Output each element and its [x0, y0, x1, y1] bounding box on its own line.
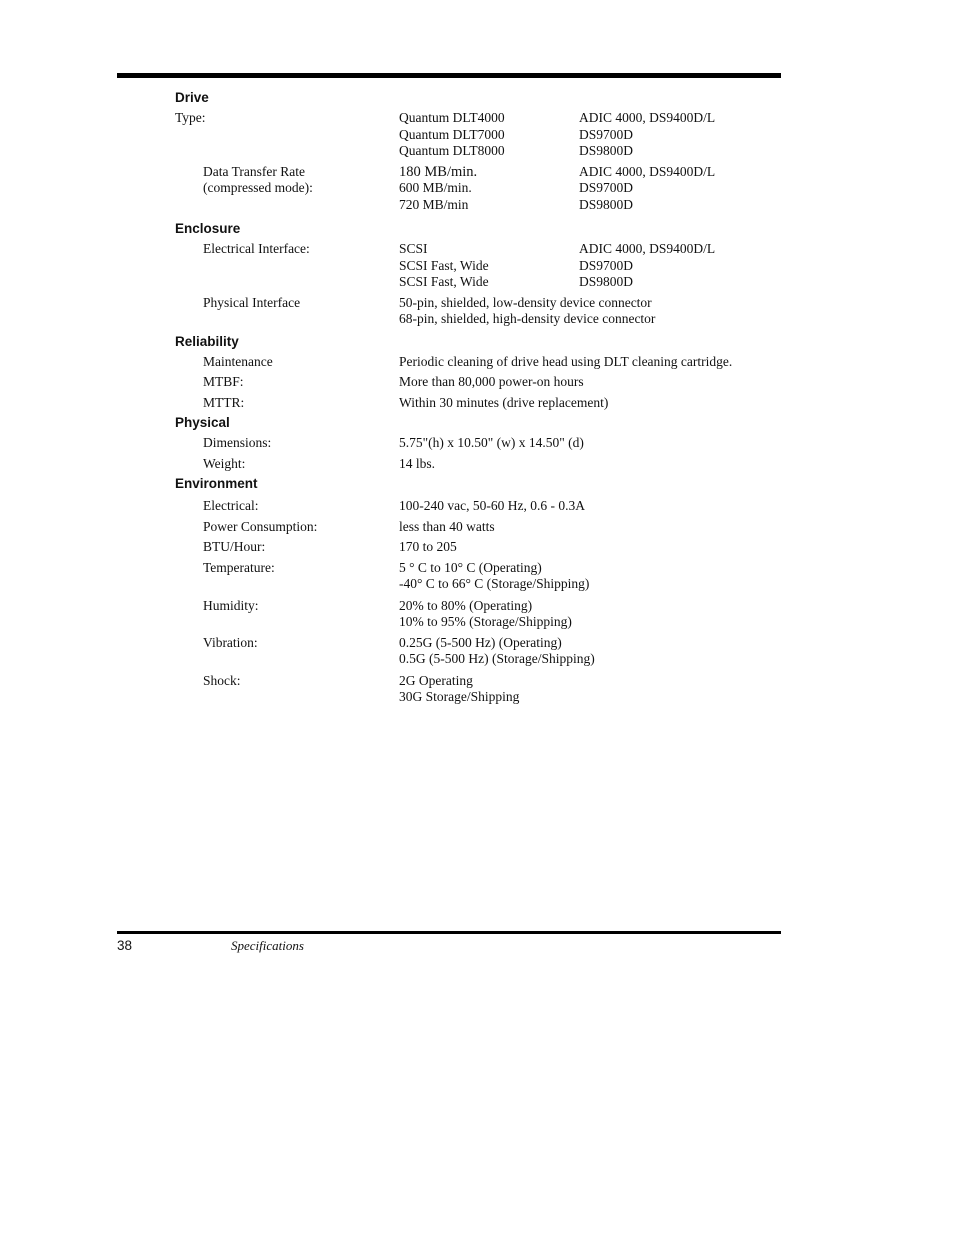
- spec-label: Type:: [175, 110, 206, 125]
- spec-row-physical-interface: [175, 295, 775, 328]
- section-title-enclosure: Enclosure: [175, 221, 241, 236]
- spec-value: 180 MB/min.: [399, 163, 478, 180]
- spec-label: Electrical:: [203, 498, 259, 513]
- spec-values: [399, 560, 775, 593]
- page-number: 38: [117, 938, 133, 953]
- spec-label: Maintenance: [203, 353, 273, 369]
- spec-row-vibration: [175, 635, 775, 668]
- spec-value: 170 to 205: [399, 539, 457, 554]
- spec-models: [579, 164, 775, 214]
- spec-value: 20% to 80% (Operating): [399, 597, 533, 613]
- spec-value: 50-pin, shielded, low-density device connector: [399, 294, 652, 310]
- spec-label: Temperature:: [203, 559, 275, 575]
- spec-models: [579, 241, 775, 291]
- spec-label: Power Consumption:: [203, 518, 318, 534]
- spec-row-electrical: [175, 498, 775, 515]
- spec-value: SCSI Fast, Wide: [399, 257, 489, 273]
- spec-row-power-consumption: [175, 519, 775, 536]
- spec-model: DS9800D: [579, 143, 634, 158]
- spec-row-humidity: [175, 598, 775, 631]
- spec-content: [175, 88, 775, 706]
- spec-value: -40° C to 66° C (Storage/Shipping): [399, 576, 590, 591]
- spec-label-line: Data Transfer Rate: [203, 163, 305, 179]
- top-rule: [117, 73, 781, 78]
- spec-row-mtbf: [175, 374, 775, 391]
- spec-value: 0.5G (5-500 Hz) (Storage/Shipping): [399, 651, 595, 666]
- spec-value: 68-pin, shielded, high-density device connector: [399, 311, 656, 326]
- spec-row-data-transfer-rate: [175, 164, 775, 214]
- spec-model: ADIC 4000, DS9400D/L: [579, 241, 716, 256]
- spec-row-dimensions: [175, 435, 775, 452]
- section-title-drive: Drive: [175, 90, 209, 105]
- spec-row-shock: [175, 673, 775, 706]
- spec-row-temperature: [175, 560, 775, 593]
- spec-label: MTBF:: [203, 374, 244, 389]
- spec-row-electrical-interface: [175, 241, 775, 291]
- spec-row-weight: [175, 456, 775, 473]
- spec-label: Electrical Interface:: [203, 241, 310, 256]
- spec-label: [175, 164, 399, 214]
- spec-value: 720 MB/min: [399, 196, 469, 212]
- spec-value: 5.75"(h) x 10.50" (w) x 14.50" (d): [399, 435, 584, 450]
- spec-row-type: [175, 110, 775, 160]
- spec-value: 5 ° C to 10° C (Operating): [399, 559, 542, 575]
- spec-value: Quantum DLT7000: [399, 126, 505, 142]
- spec-row-maintenance: [175, 354, 775, 371]
- section-title-reliability: Reliability: [175, 333, 239, 349]
- spec-label: Dimensions:: [203, 435, 272, 450]
- spec-values: [399, 635, 775, 668]
- spec-label-line: (compressed mode):: [203, 180, 313, 195]
- spec-model: DS9700D: [579, 180, 634, 195]
- spec-values: [399, 110, 579, 160]
- section-title-environment: Environment: [175, 476, 258, 491]
- spec-value: 10% to 95% (Storage/Shipping): [399, 614, 572, 629]
- spec-value: 14 lbs.: [399, 455, 436, 471]
- spec-label: MTTR:: [203, 394, 245, 410]
- spec-label: Humidity:: [203, 597, 259, 613]
- spec-value: Periodic cleaning of drive head using DLT cleaning cartridge.: [399, 353, 733, 369]
- spec-value: SCSI Fast, Wide: [399, 274, 489, 289]
- spec-model: DS9700D: [579, 257, 634, 273]
- spec-model: DS9800D: [579, 196, 634, 212]
- spec-value: Quantum DLT8000: [399, 143, 505, 158]
- spec-model: DS9700D: [579, 126, 634, 142]
- spec-model: ADIC 4000, DS9400D/L: [579, 110, 716, 125]
- spec-row-mttr: [175, 395, 775, 412]
- spec-values: [399, 673, 775, 706]
- spec-values: [399, 241, 579, 291]
- bottom-rule: [117, 931, 781, 934]
- spec-value: 2G Operating: [399, 672, 473, 688]
- spec-row-btu-hour: [175, 539, 775, 556]
- footer-section-title: Specifications: [231, 938, 304, 953]
- spec-value: 600 MB/min.: [399, 180, 472, 195]
- spec-label: Physical Interface: [203, 294, 301, 310]
- spec-value: less than 40 watts: [399, 518, 495, 534]
- spec-values: [399, 295, 775, 328]
- spec-label: Shock:: [203, 672, 241, 688]
- spec-label: Vibration:: [203, 634, 258, 650]
- spec-model: DS9800D: [579, 274, 634, 289]
- spec-model: ADIC 4000, DS9400D/L: [579, 163, 716, 179]
- spec-value: 30G Storage/Shipping: [399, 689, 520, 704]
- spec-value: SCSI: [399, 241, 428, 256]
- spec-value: More than 80,000 power-on hours: [399, 374, 584, 389]
- spec-models: [579, 110, 775, 160]
- spec-value: Quantum DLT4000: [399, 110, 505, 125]
- spec-value: Within 30 minutes (drive replacement): [399, 394, 609, 410]
- spec-label: Weight:: [203, 455, 246, 471]
- spec-value: 100-240 vac, 50-60 Hz, 0.6 - 0.3A: [399, 498, 585, 513]
- spec-values: [399, 598, 775, 631]
- spec-values: [399, 164, 579, 214]
- spec-label: BTU/Hour:: [203, 539, 266, 554]
- section-title-physical: Physical: [175, 415, 230, 430]
- spec-value: 0.25G (5-500 Hz) (Operating): [399, 634, 562, 650]
